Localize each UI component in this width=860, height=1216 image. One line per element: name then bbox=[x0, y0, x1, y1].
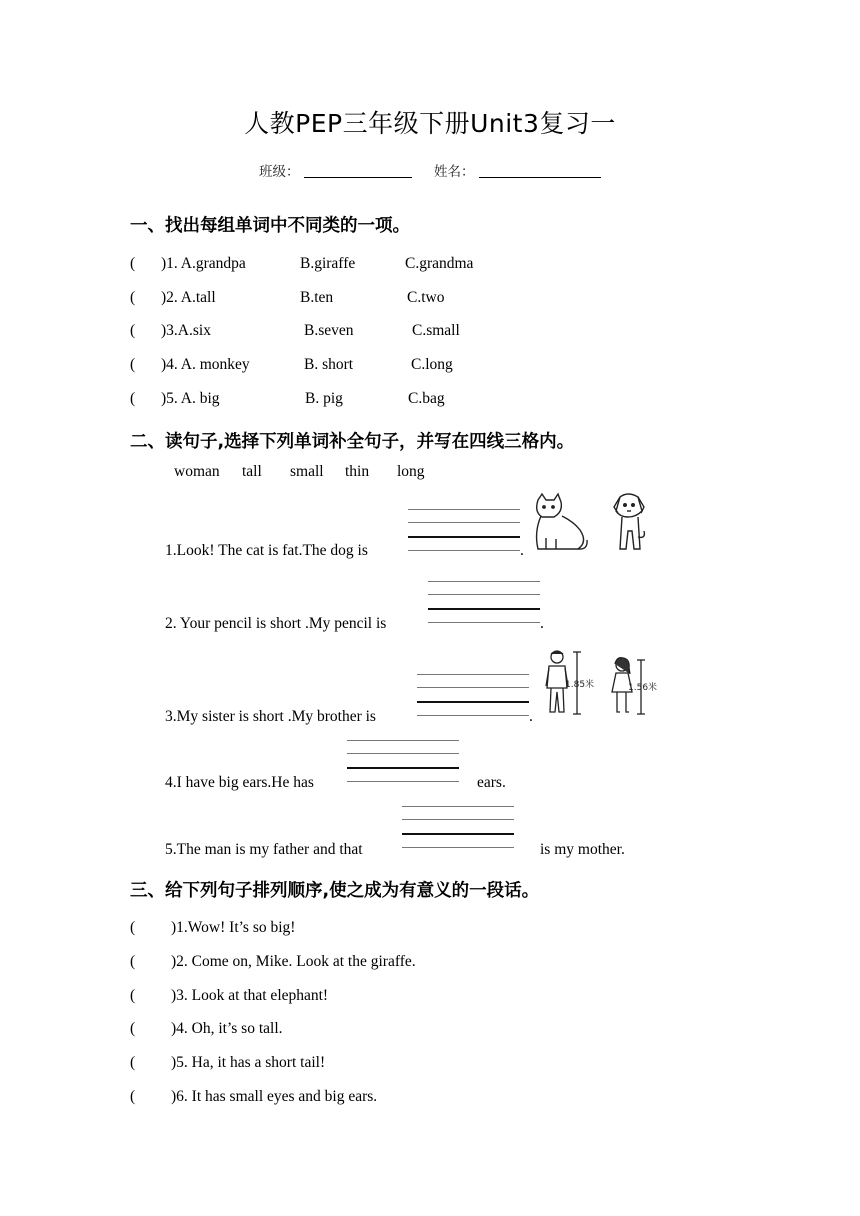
sentence-text: 2. Your pencil is short .My pencil is bbox=[165, 615, 387, 632]
answer-paren[interactable]: ( bbox=[130, 1054, 136, 1071]
section2-heading: 二、读句子,选择下列单词补全句子，并写在四线三格内。 bbox=[130, 432, 575, 452]
four-line-writing-box[interactable] bbox=[408, 509, 520, 551]
sentence-text: 4.I have big ears.He has bbox=[165, 774, 314, 791]
answer-paren[interactable]: ( bbox=[130, 322, 136, 339]
answer-paren[interactable]: ( bbox=[130, 919, 136, 936]
word-bank-item: woman bbox=[174, 463, 220, 480]
sentence-text: 3.My sister is short .My brother is bbox=[165, 708, 376, 725]
sentence-item: )3. Look at that elephant! bbox=[171, 987, 329, 1004]
section3-heading: 三、给下列句子排列顺序,使之成为有意义的一段话。 bbox=[130, 881, 540, 901]
question-option-a: )2. A.tall bbox=[161, 289, 216, 306]
class-label: 班级： bbox=[259, 164, 300, 180]
page-title: 人教PEP三年级下册Unit3复习一 bbox=[244, 109, 616, 138]
sentence-item: )2. Come on, Mike. Look at the giraffe. bbox=[171, 953, 416, 970]
word-bank-item: thin bbox=[345, 463, 370, 480]
question-option-b: B. short bbox=[304, 356, 354, 373]
answer-paren[interactable]: ( bbox=[130, 255, 136, 272]
four-line-writing-box[interactable] bbox=[417, 674, 529, 716]
answer-paren[interactable]: ( bbox=[130, 390, 136, 407]
height-label-tall: 1.85米 bbox=[565, 680, 595, 690]
four-line-writing-box[interactable] bbox=[402, 806, 514, 848]
question-option-a: )3.A.six bbox=[161, 322, 211, 339]
sentence-text: 5.The man is my father and that bbox=[165, 841, 363, 858]
height-label-short: 1.56米 bbox=[628, 683, 658, 693]
question-option-a: )1. A.grandpa bbox=[161, 255, 246, 272]
question-option-b: B.seven bbox=[304, 322, 354, 339]
name-field[interactable] bbox=[479, 161, 601, 178]
sentence-item: )5. Ha, it has a short tail! bbox=[171, 1054, 326, 1071]
sentence-item: )1.Wow! It’s so big! bbox=[171, 919, 296, 936]
question-option-a: )4. A. monkey bbox=[161, 356, 250, 373]
question-option-c: C.small bbox=[412, 322, 460, 339]
question-option-c: C.long bbox=[411, 356, 453, 373]
sentence-end: is my mother. bbox=[540, 841, 625, 858]
question-option-a: )5. A. big bbox=[161, 390, 220, 407]
word-bank-item: long bbox=[397, 463, 425, 480]
class-field[interactable] bbox=[304, 161, 412, 178]
question-option-b: B. pig bbox=[305, 390, 343, 407]
answer-paren[interactable]: ( bbox=[130, 987, 136, 1004]
sentence-end: ears. bbox=[477, 774, 506, 791]
word-bank-item: small bbox=[290, 463, 324, 480]
question-option-c: C.two bbox=[407, 289, 445, 306]
sentence-item: )4. Oh, it’s so tall. bbox=[171, 1020, 283, 1037]
sentence-text: 1.Look! The cat is fat.The dog is bbox=[165, 542, 368, 559]
name-label: 姓名： bbox=[434, 164, 475, 180]
answer-paren[interactable]: ( bbox=[130, 289, 136, 306]
sentence-end: . bbox=[540, 615, 544, 632]
sentence-item: )6. It has small eyes and big ears. bbox=[171, 1088, 378, 1105]
four-line-writing-box[interactable] bbox=[347, 740, 459, 782]
sentence-end: . bbox=[520, 542, 524, 559]
question-option-c: C.grandma bbox=[405, 255, 474, 272]
question-option-c: C.bag bbox=[408, 390, 445, 407]
sister-illustration bbox=[608, 656, 664, 718]
sentence-end: . bbox=[529, 708, 533, 725]
answer-paren[interactable]: ( bbox=[130, 356, 136, 373]
word-bank-item: tall bbox=[242, 463, 262, 480]
brother-illustration bbox=[545, 648, 595, 718]
cat-illustration bbox=[532, 492, 590, 554]
question-option-b: B.giraffe bbox=[300, 255, 356, 272]
question-option-b: B.ten bbox=[300, 289, 334, 306]
dog-illustration bbox=[608, 491, 652, 555]
answer-paren[interactable]: ( bbox=[130, 1020, 136, 1037]
answer-paren[interactable]: ( bbox=[130, 1088, 136, 1105]
section1-heading: 一、找出每组单词中不同类的一项。 bbox=[130, 216, 410, 236]
four-line-writing-box[interactable] bbox=[428, 581, 540, 623]
answer-paren[interactable]: ( bbox=[130, 953, 136, 970]
